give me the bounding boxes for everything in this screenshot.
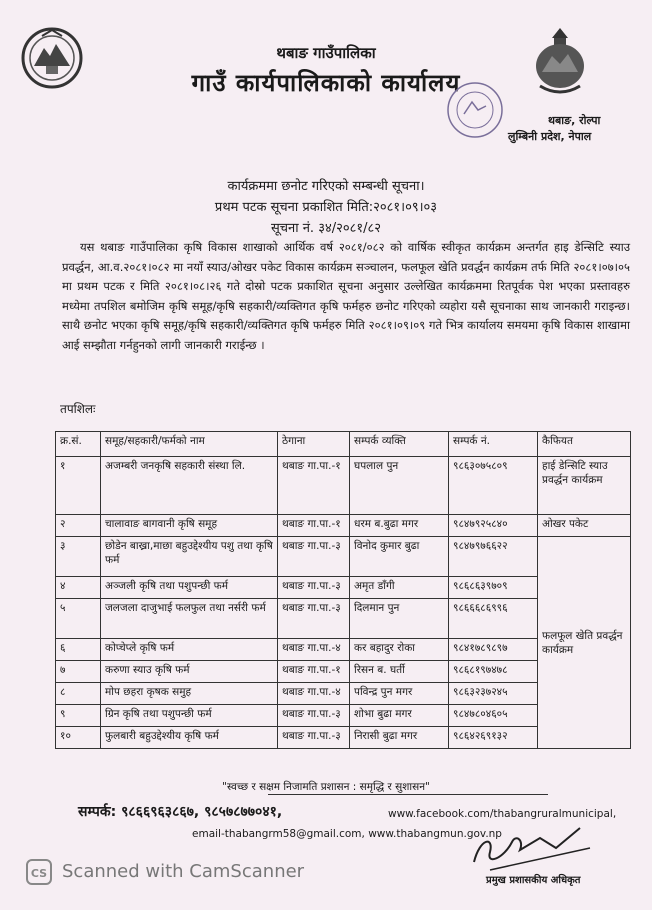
cell-phone: ९८४७९२५८४० <box>449 515 538 537</box>
cell-remarks: हाई डेन्सिटि स्याउ प्रवर्द्धन कार्यक्रम <box>538 457 631 515</box>
cell-name: चालावाङ बागवानी कृषि समूह <box>101 515 278 537</box>
camscanner-logo-icon <box>26 859 52 885</box>
cell-phone: ९८४७८०४६०५ <box>449 705 538 727</box>
notice-number: सूचना नं. ३४/२०८१/८२ <box>270 221 382 236</box>
cell-remarks: ओखर पकेट <box>538 515 631 537</box>
scanner-watermark: Scanned with CamScanner <box>62 861 305 882</box>
cell-phone: ९८६४२६९१३२ <box>449 727 538 749</box>
cell-address: थबाङ गा.पा.-३ <box>278 705 350 727</box>
cell-address: थबाङ गा.पा.-४ <box>278 683 350 705</box>
cell-name: अजम्बरी जनकृषि सहकारी संस्था लि. <box>101 457 278 515</box>
table-row <box>56 537 631 577</box>
footer-phone: सम्पर्क: ९८६६९६३८६७, ९८५७८७७०४१, <box>78 804 283 820</box>
header-contact-number: सम्पर्क नं. <box>449 432 538 457</box>
cell-phone: ९८६३०७५८०९ <box>449 457 538 515</box>
cell-person: अमृत डाँगी <box>350 577 449 599</box>
cell-person: घपलाल पुन <box>350 457 449 515</box>
signature-title: प्रमुख प्रशासकीय अधिकृत <box>486 875 581 886</box>
address-province: लुम्बिनी प्रदेश, नेपाल <box>508 130 592 143</box>
cell-person: विनोद कुमार बुढा <box>350 537 449 577</box>
cell-person: दिलमान पुन <box>350 599 449 639</box>
table-header-row <box>56 432 631 457</box>
municipality-logo-icon <box>532 26 588 98</box>
cell-sn: ५ <box>56 599 101 639</box>
cell-phone: ९८६८१९७४७८ <box>449 661 538 683</box>
selection-table <box>55 431 631 749</box>
cell-address: थबाङ गा.पा.-१ <box>278 515 350 537</box>
cell-sn: १० <box>56 727 101 749</box>
footer-facebook-link[interactable]: www.facebook.com/thabangruralmunicipal, <box>388 808 617 820</box>
cell-sn: ६ <box>56 639 101 661</box>
cell-name: अञ्जली कृषि तथा पशुपन्छी फर्म <box>101 577 278 599</box>
cell-sn: ४ <box>56 577 101 599</box>
table-row <box>56 457 631 515</box>
table-row <box>56 515 631 537</box>
header-name: समूह/सहकारी/फर्मको नाम <box>101 432 278 457</box>
cell-person: शोभा बुढा मगर <box>350 705 449 727</box>
cell-name: मोप छहरा कृषक समुह <box>101 683 278 705</box>
details-label: तपशिलः <box>60 402 96 416</box>
header-remarks: कैफियत <box>538 432 631 457</box>
notice-title: कार्यक्रममा छनोट गरिएको सम्बन्धी सूचना। <box>227 179 425 194</box>
signature-icon <box>460 818 600 878</box>
cell-sn: ३ <box>56 537 101 577</box>
footer-motto: "स्वच्छ र सक्षम निजामति प्रशासन : समृद्धि र सुशासन" <box>222 781 430 793</box>
office-name: गाउँ कार्यपालिकाको कार्यालय <box>191 69 461 97</box>
cell-name: करुणा स्याउ कृषि फर्म <box>101 661 278 683</box>
cell-name: ग्रिन कृषि तथा पशुपन्छी फर्म <box>101 705 278 727</box>
header-address: ठेगाना <box>278 432 350 457</box>
cell-sn: २ <box>56 515 101 537</box>
cell-name: फुलबारी बहुउद्देश्यीय कृषि फर्म <box>101 727 278 749</box>
cell-person: पविन्द्र पुन मगर <box>350 683 449 705</box>
cell-person: रिसन ब. घर्ती <box>350 661 449 683</box>
cell-person: धरम ब.बुढा मगर <box>350 515 449 537</box>
cell-phone: ९८६६६८६९९६ <box>449 599 538 639</box>
cell-address: थबाङ गा.पा.-३ <box>278 537 350 577</box>
cell-name: कोप्चेप्ले कृषि फर्म <box>101 639 278 661</box>
cell-sn: १ <box>56 457 101 515</box>
header-contact-person: सम्पर्क व्यक्ति <box>350 432 449 457</box>
footer-email-website[interactable]: email-thabangrm58@gmail.com, www.thabangmun.gov.np <box>192 828 502 840</box>
cell-name: जलजला दाजुभाई फलफुल तथा नर्सरी फर्म <box>101 599 278 639</box>
notice-published-date: प्रथम पटक सूचना प्रकाशित मिति:२०८१।०९।०३ <box>214 200 438 215</box>
cell-address: थबाङ गा.पा.-१ <box>278 661 350 683</box>
cell-remarks: फलफूल खेति प्रवर्द्धन कार्यक्रम <box>538 537 631 749</box>
cell-address: थबाङ गा.पा.-३ <box>278 727 350 749</box>
cell-sn: ९ <box>56 705 101 727</box>
cell-address: थबाङ गा.पा.-३ <box>278 599 350 639</box>
office-stamp-icon <box>444 80 506 140</box>
cell-sn: ७ <box>56 661 101 683</box>
cell-person: निरासी बुढा मगर <box>350 727 449 749</box>
cell-phone: ९८६३२३७२४५ <box>449 683 538 705</box>
cell-address: थबाङ गा.पा.-३ <box>278 577 350 599</box>
footer-divider <box>268 794 548 795</box>
cell-sn: ८ <box>56 683 101 705</box>
cell-address: थबाङ गा.पा.-१ <box>278 457 350 515</box>
notice-body: यस थबाङ गाउँपालिका कृषि विकास शाखाको आर्थिक वर्ष २०८१/०८२ को वार्षिक स्वीकृत कार्यक्रम अन्तर्गत हाइ डेन्सिटि स्याउ प्रवर्द्धन, आ.व.२०८१।०८२ मा नयाँ स्याउ/ओखर पकेट विकास कार्यक्रम सञ्चालन, फलफूल खेति प्रवर्द्धन कार्यक्रम तर्फ मिति २०८१।०७।०५ मा प्रथम पटक र मिति २०८१।०८।२६ गते दोस्रो पटक प्रकाशित सूचना अनुसार उल्लेखित कार्यक्रममा रितपूर्वक पेश भएका प्रस्तावहरु मध्येमा तपशिल बमोजिम कृषि समूह/कृषि सहकारी/व्यक्तिगत कृषि फर्महरु छनोट गरिएको व्यहोरा यसै सूचनाका साथ जानकारी गराइन्छ। साथै छनोट भएका कृषि समूह/कृषि सहकारी/व्यक्तिगत कृषि फर्महरु मिति २०८१।०९।०९ गते भित्र कार्यालय समयमा कृषि विकास शाखामा आई सम्झौता गर्नहुनको लागी जानकारी गराईन्छ । <box>62 240 630 352</box>
header-sn: क्र.सं. <box>56 432 101 457</box>
cell-address: थबाङ गा.पा.-४ <box>278 639 350 661</box>
municipality-name: थबाङ गाउँपालिका <box>276 44 376 62</box>
cell-phone: ९८४१७८९८९७ <box>449 639 538 661</box>
svg-text:CS: CS <box>30 867 48 880</box>
cell-phone: ९८४७९७६६२२ <box>449 537 538 577</box>
address-district: थबाङ, रोल्पा <box>548 114 601 127</box>
cell-person: कर बहादुर रोका <box>350 639 449 661</box>
cell-phone: ९८६८६३९७०९ <box>449 577 538 599</box>
cell-name: छोडेन बाख्रा,माछा बहुउद्देश्यीय पशु तथा कृषि फर्म <box>101 537 278 577</box>
